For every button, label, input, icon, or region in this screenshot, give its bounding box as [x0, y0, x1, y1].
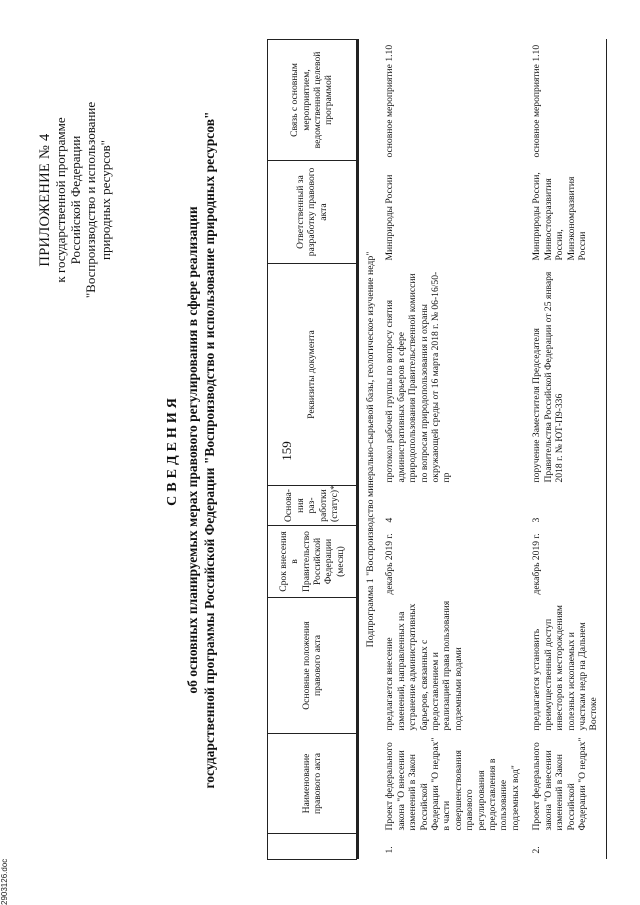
heading-subtitle-line: государственной программы Российской Федерации "Воспроизводство и использование природных ресурсов"	[202, 111, 217, 789]
heading-title: СВЕДЕНИЯ	[165, 394, 180, 506]
cell-basis: 3	[527, 486, 606, 526]
heading-subtitle-line: об основных планируемых мерах правового регулирования в сфере реализации	[185, 206, 200, 694]
appendix-line: природных ресурсов"	[98, 140, 113, 261]
measures-table	[267, 39, 607, 860]
appendix-line: "Воспроизводство и использование	[83, 101, 98, 299]
cell-name: Проект федерального закона "О внесении изменений в Закон Российской Федерации "О недрах"	[527, 734, 606, 834]
table-row	[527, 40, 606, 860]
subprogram-row	[358, 40, 380, 860]
cell-provisions: предлагается внесение изменений, направленных на устранение административных барьеров, связанных с предоставлением и реализацией права пользования подземными водами	[384, 600, 464, 731]
appendix-title: ПРИЛОЖЕНИЕ № 4	[37, 133, 53, 267]
page-number: 159	[279, 441, 294, 461]
header-cell-details: Реквизиты документа	[268, 264, 357, 486]
appendix-block	[38, 55, 113, 345]
table-header-row	[268, 40, 357, 860]
appendix-line: Российской Федерации	[68, 135, 83, 265]
cell-deadline: декабрь 2019 г.	[527, 526, 606, 598]
header-cell-deadline: Срок внесения в Правительство Российской Федерации (месяц)	[268, 526, 357, 598]
header-cell-provisions: Основные положения правового акта	[268, 598, 357, 734]
document-heading	[164, 40, 218, 860]
cell-deadline: декабрь 2019 г.	[384, 533, 396, 595]
subprogram-title: Подпрограмма 1 "Воспроизводство минерально-сырьевой базы, геологическое изучение недр"	[365, 251, 376, 648]
header-cell-num	[268, 834, 357, 860]
row-number: 1.	[384, 846, 396, 854]
header-cell-basis: Основа-ния раз-работки (статус)*	[268, 486, 357, 526]
header-cell-responsible: Ответственный за разработку правового акта	[268, 161, 357, 264]
row-number: 2.	[527, 834, 606, 860]
cell-name: Проект федерального закона "О внесении изменений в Закон Российской Федерации "О недрах" в части совершенствования правового регулирования предоставления в пользование подземных вод"	[384, 737, 521, 831]
header-cell-name: Наименование правового акта	[268, 734, 357, 834]
cell-responsible: Минприроды России, Минвостокразвития России, Минэкономразвития России	[527, 161, 606, 264]
appendix-line: к государственной программе	[53, 117, 68, 283]
header-cell-link: Связь с основным мероприятием, ведомственной целевой программой	[268, 40, 357, 161]
file-name: 2903126.doc	[0, 858, 9, 905]
cell-basis: 4	[384, 517, 396, 523]
cell-details: поручение Заместителя Председателя Правительства Российской Федерации от 25 января 2018 г. № ЮТ-П9-336	[527, 264, 606, 486]
table-row	[380, 40, 527, 860]
cell-responsible: Минприроды России	[384, 174, 396, 261]
cell-provisions: предлагается установить преимущественный доступ инвесторов к месторождениям полезных ископаемых и участкам недр на Дальнем Востоке	[527, 598, 606, 734]
cell-details: протокол рабочей группы по вопросу снятия административных барьеров в сфере природопользования Правительственной комиссии по вопросам природопользования и охраны окружающей среды от 16 марта 2018 г. № 06-16/50-пр	[384, 271, 453, 483]
cell-link: основное мероприятие 1.10	[384, 44, 396, 158]
cell-link: основное мероприятие 1.10	[527, 40, 606, 161]
